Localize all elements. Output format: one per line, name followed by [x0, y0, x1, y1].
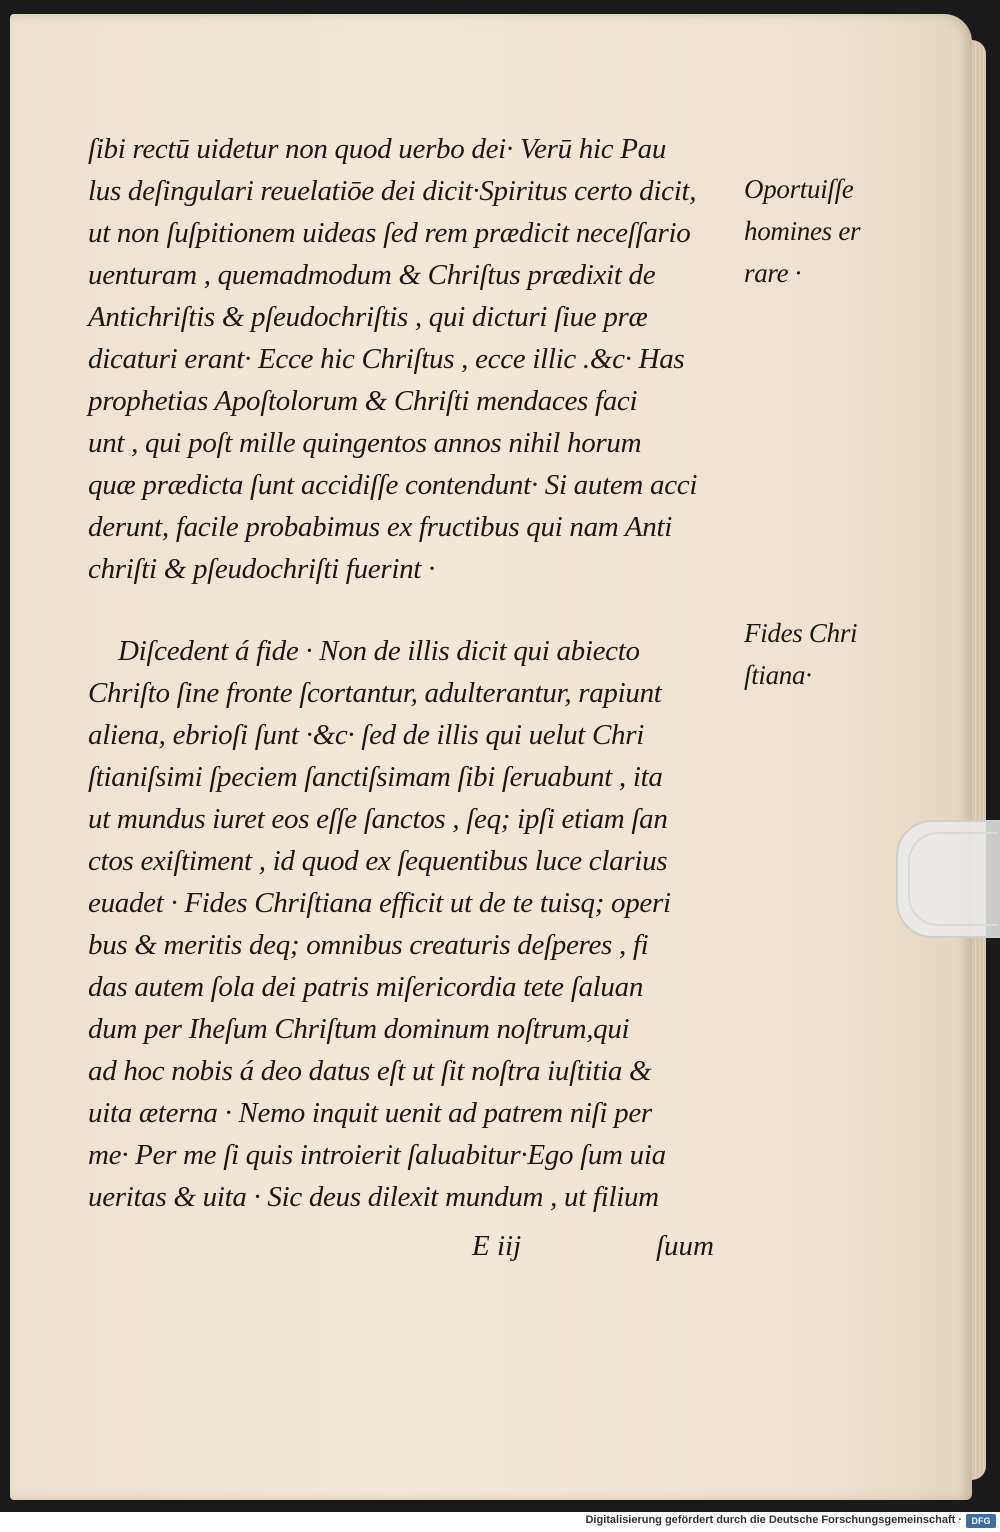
text-line: derunt, facile probabimus ex fructibus qui nam Anti	[88, 511, 672, 543]
text-line: unt , qui poſt mille quingentos annos nihil horum	[88, 427, 642, 459]
paragraph-2	[88, 630, 738, 1218]
text-line: Antichriſtis & pſeudochriſtis , qui dicturi ſiue præ	[88, 301, 648, 333]
text-line: uita æterna · Nemo inquit uenit ad patrem niſi per	[88, 1097, 652, 1129]
text-line: aliena, ebrioſi ſunt ·&c· ſed de illis qui uelut Chri	[88, 719, 645, 751]
footer	[0, 1512, 1000, 1532]
text-line: lus deſingulari reuelatiōe dei dicit·Spiritus certo dicit,	[88, 175, 697, 207]
text-line: ſtianiſsimi ſpeciem ſanctiſsimam ſibi ſeruabunt , ita	[88, 761, 663, 793]
text-line: Chriſto ſine fronte ſcortantur, adulterantur, rapiunt	[88, 677, 662, 709]
text-line: das autem ſola dei patris miſericordia tete ſaluan	[88, 971, 644, 1003]
paragraph-1	[88, 128, 738, 590]
text-line: ut mundus iuret eos eſſe ſanctos , ſeq; ipſi etiam ſan	[88, 803, 668, 835]
text-line: prophetias Apoſtolorum & Chriſti mendaces faci	[88, 385, 638, 417]
text-line: quæ prædicta ſunt accidiſſe contendunt· Si autem acci	[88, 469, 698, 501]
margin-note-line: Fides Chri	[744, 618, 858, 648]
text-line: dum per Iheſum Chriſtum dominum noſtrum,qui	[88, 1013, 630, 1045]
text-line: chriſti & pſeudochriſti fuerint ·	[88, 553, 435, 585]
footer-credit: Digitalisierung gefördert durch die Deutsche Forschungsgemeinschaft ·	[585, 1514, 962, 1526]
signature-mark: E iij	[472, 1230, 522, 1262]
text-line: ſibi rectū uidetur non quod uerbo dei· Verū hic Pau	[88, 133, 667, 165]
margin-note-line: rare ·	[744, 258, 802, 288]
margin-note-line: homines er	[744, 216, 861, 246]
text-line: euadet · Fides Chriſtiana efficit ut de te tuisq; operi	[88, 887, 671, 919]
margin-note-2	[744, 612, 857, 696]
text-line: ueritas & uita · Sic deus dilexit mundum , ut filium	[88, 1181, 659, 1213]
margin-note-line: ſtiana·	[744, 660, 812, 690]
text-line: ctos exiſtiment , id quod ex ſequentibus luce clarius	[88, 845, 668, 877]
catchword: ſuum	[656, 1230, 714, 1262]
margin-note-1	[744, 168, 860, 294]
margin-note-line: Oportuiſſe	[744, 174, 854, 204]
dfg-logo: DFG	[966, 1514, 996, 1528]
text-line: me· Per me ſi quis introierit ſaluabitur·Ego ſum uia	[88, 1139, 666, 1171]
text-line: ut non ſuſpitionem uideas ſed rem prædicit neceſſario	[88, 217, 691, 249]
text-line: uenturam , quemadmodum & Chriſtus prædixit de	[88, 259, 656, 291]
text-line: ad hoc nobis á deo datus eſt ut ſit noſtra iuſtitia &	[88, 1055, 652, 1087]
page-clip	[896, 820, 1000, 938]
text-line: bus & meritis deq; omnibus creaturis deſperes , fi	[88, 929, 649, 961]
text-line: Diſcedent á fide · Non de illis dicit qui abiecto	[118, 635, 640, 667]
text-line: dicaturi erant· Ecce hic Chriſtus , ecce illic .&c· Has	[88, 343, 685, 375]
